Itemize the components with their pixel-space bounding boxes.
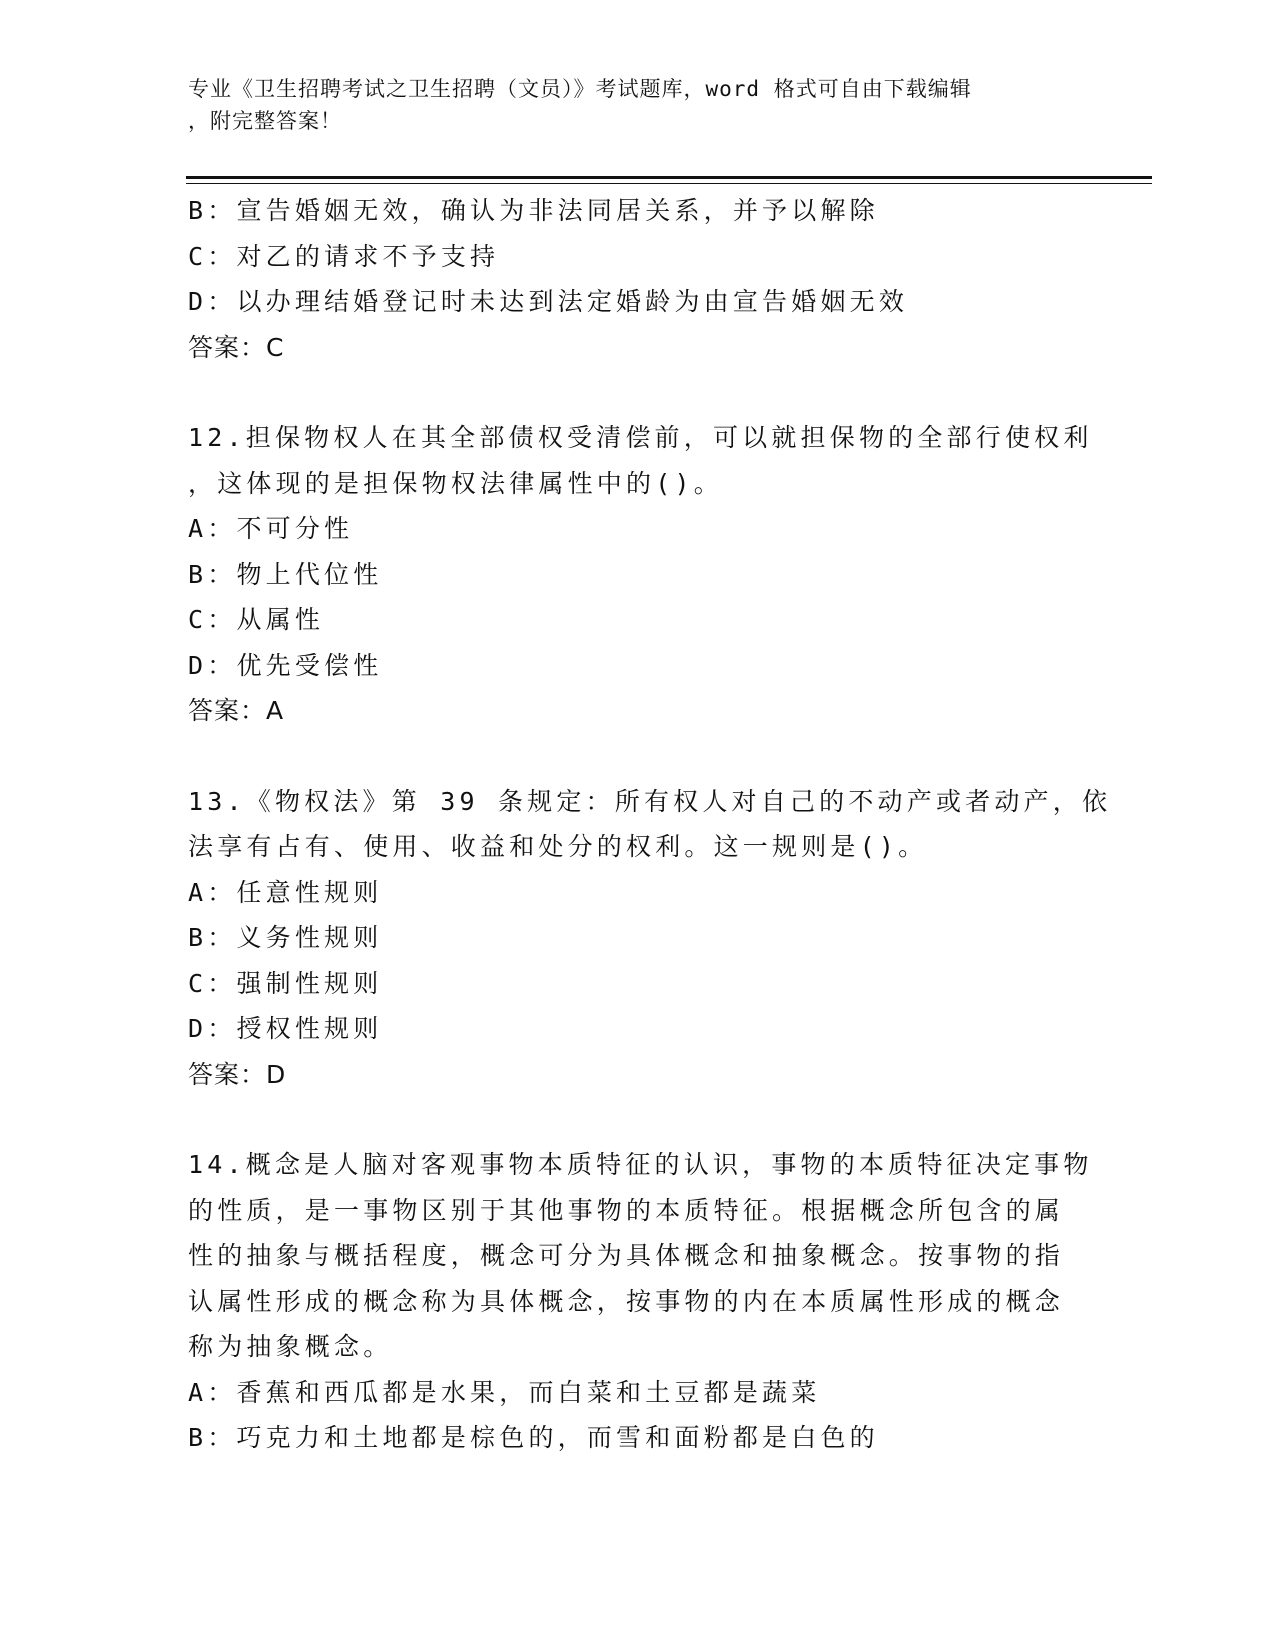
option-c: C：强制性规则 [188,968,383,998]
option-b: B：巧克力和土地都是棕色的，而雪和面粉都是白色的 [188,1423,879,1452]
option-d: D：优先受偿性 [188,650,383,680]
question-13 [188,779,1112,1098]
option-b: B：义务性规则 [188,923,383,952]
question-11 [188,188,1088,370]
option-d: D：以办理结婚登记时未达到法定婚龄为由宣告婚姻无效 [188,287,909,316]
question-stem-line: 12.担保物权人在其全部债权受清偿前，可以就担保物的全部行使权利 [188,423,1093,452]
option-b: B：宣告婚姻无效，确认为非法同居关系，并予以解除 [188,196,879,225]
header-line-2: ，附完整答案！ [188,109,342,133]
question-stem-line: 14.概念是人脑对客观事物本质特征的认识，事物的本质特征决定事物 [188,1150,1093,1179]
option-a: A：任意性规则 [188,877,383,907]
question-stem-line: 性的抽象与概括程度，概念可分为具体概念和抽象概念。按事物的指 [188,1241,1065,1270]
question-stem-line: 13.《物权法》第 39 条规定：所有权人对自己的不动产或者动产，依 [188,786,1112,816]
question-12 [188,415,1093,734]
option-d: D：授权性规则 [188,1014,383,1043]
answer: 答案：C [188,332,285,362]
option-b: B：物上代位性 [188,559,383,589]
header-line-1: 专业《卫生招聘考试之卫生招聘（文员）》考试题库，word 格式可自由下载编辑 [188,77,972,101]
option-c: C：从属性 [188,605,325,634]
option-c: C：对乙的请求不予支持 [188,241,500,271]
question-stem-line: 的性质，是一事物区别于其他事物的本质特征。根据概念所包含的属 [188,1195,1065,1225]
question-stem-line: 法享有占有、使用、收益和处分的权利。这一规则是()。 [188,832,928,861]
spacer [188,370,1088,415]
document-header [188,73,1068,137]
answer: 答案：A [188,696,285,725]
spacer [188,734,1088,779]
option-a: A：香蕉和西瓜都是水果，而白菜和土豆都是蔬菜 [188,1377,821,1407]
question-stem-line: 称为抽象概念。 [188,1332,393,1361]
header-rule-thick [186,176,1152,179]
question-stem-line: 认属性形成的概念称为具体概念，按事物的内在本质属性形成的概念 [188,1286,1065,1316]
option-a: A：不可分性 [188,514,354,543]
spacer [188,1097,1088,1142]
answer: 答案：D [188,1059,287,1089]
header-rule-thin [186,183,1152,184]
question-stem-line: ，这体现的是担保物权法律属性中的()。 [188,468,723,498]
question-list [188,188,1112,1461]
question-14 [188,1142,1093,1461]
